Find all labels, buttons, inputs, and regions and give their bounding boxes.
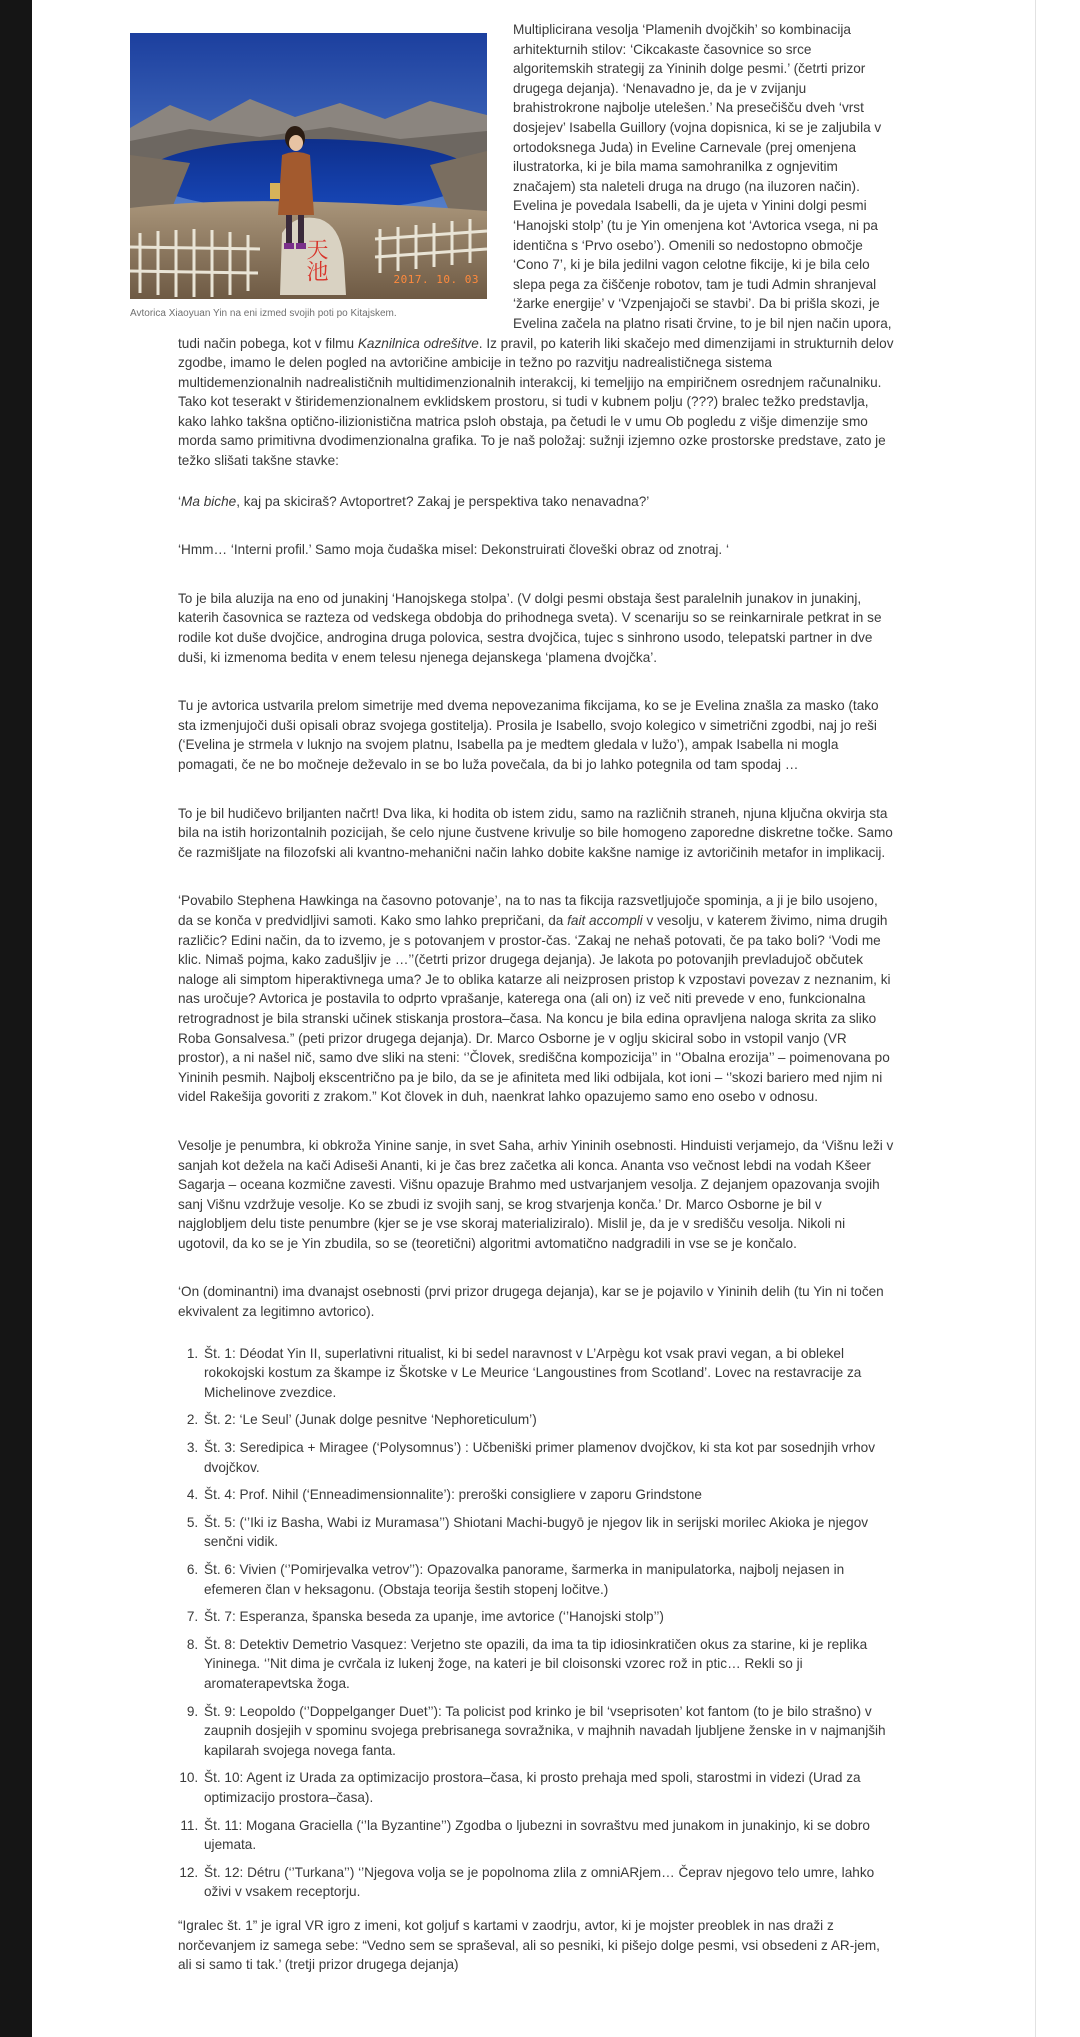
article-body [130, 20, 894, 2004]
paragraph-1: Multiplicirana vesolja ‘Plamenih dvojčkih’ so kombinacija arhitekturnih stilov: ‘Cikcakaste časovnice so srce algoritemskih strategij za Yininih dolge pesmi.’ (četrti prizor drugega dejanja). ‘Nenavadno je, da je v zvijanju brahistrokrone najbolje utelešen.’ Na presečišču dveh ‘vrst dosjejev’ Isabella Guillory (vojna dopisnica, ki se je zaljubila v ortodoksnega Juda) in Eveline Carnevale (prej omenjena ilustratorka, ki je bila mama samohranilka z ognjevitim značajem) sta naleteli druga na drugo (na iluzoren način). Evelina je povedala Isabelli, da je ujeta v Yinini dolgi pesmi ‘Hanojski stolp’ (tu je Yin omenjena kot ‘Avtorica vsega, ni pa identična s ‘Prvo osebo’). Omenili so nedostopno območje ‘Cono 7’, ki je bila jedilni vagon celotne fikcije, ki je bila celo slepa pega za čiščenje robotov, tam je tudi Admin shranjeval ‘žarke energije’ v ‘Vzpenjajoči se stavbi’. Da bi prišla skozi, je Evelina začela na platno risati črvine, to je bil njen način upora, tudi način pobega, kot v filmu Kaznilnica odrešitve. Iz pravil, po katerih liki skačejo med dimenzijami in strukturnih delov zgodbe, imamo le delen pogled na avtoričine ambicije in težno po razvitju nadrealističnega sistema multidemenzionalnih nadrealističnih multidimenzionalnih interakcij, ki temeljijo na empiričnem osrednjem računalniku. Tako kot teserakt v štiridemenzionalnem evklidskem prostoru, si tudi v kubnem polju (???) bralec težko predstavlja, kako lahko takšna optično-ilizionistična matrica psloh obstaja, pa četudi le v umu Ob pogledu z višje dimenzije smo morda samo primitivna dvodimenzionalna grafika. To je naš položaj: sužnji izjemno ozke prostorske predstave, zato je težko slišati takšne stavke: [178, 22, 894, 469]
paragraph-10: “Igralec št. 1” je igral VR igro z imeni, kot goljuf s kartami v zaodrju, avtor, ki je mojster preoblek in nas draži z norčevanjem iz samega sebe: “Vedno sem se spraševal, ali so pesniki, ki pišejo dolge pesmi, vsi obsedeni z AR-jem, ali si samo ti tak.’ (tretji prizor drugega dejanja) [178, 1917, 880, 1973]
italic-phrase: Ma biche [181, 493, 237, 509]
article-figure [130, 33, 487, 321]
paragraph-9: ‘On (dominantni) ima dvanajst osebnosti (prvi prizor drugega dejanja), kar se je pojavilo v Yininih delih (tu Yin ni točen ekvivalent za legitimno avtorico). [178, 1284, 884, 1320]
paragraph-4: To je bila aluzija na eno od junakinj ‘Hanojskega stolpa’. (V dolgi pesmi obstaja šest paralelnih junakov in junakinj, katerih časovnica se razteza od vedskega obdobja do prihodnega sveta). V scenariju so se reinkarnirale petkrat in se rodile kot duše dvojčice, androgina druga polovica, sestra dvojčica, tujec s sinhrono usodo, telepatski partner in dve duši, ki izmenoma bedita v enem telesu njenega dejanskega ‘plamena dvojčka’. [178, 590, 882, 665]
right-border-line [1035, 0, 1036, 2037]
list-item: 7. Št. 7: Esperanza, španska beseda za upanje, ime avtorice (‘’Hanojski stolp’’) [202, 1607, 894, 1627]
italic-phrase: fait accompli [567, 912, 643, 928]
figure-caption: Avtorica Xiaoyuan Yin na eni izmed svojih poti po Kitajskem. [130, 308, 397, 319]
photo-date-stamp: 2017. 10. 03 [393, 273, 479, 287]
list-item: 12. Št. 12: Détru (‘’Turkana’’) ‘’Njegova volja se je popolnoma zlila z omniARjem… Čeprav njegovo telo umre, lahko oživi v vsakem receptorju. [202, 1863, 894, 1902]
list-item: 4. Št. 4: Prof. Nihil (‘Enneadimensionnalite’): preroški consigliere v zaporu Grindstone [202, 1485, 894, 1505]
list-item: 6. Št. 6: Vivien (‘’Pomirjevalka vetrov’’): Opazovalka panorame, šarmerka in manipulatorka, najbolj nejasen in efemeren član v heksagonu. (Obstaja teorija šestih stopenj ločitve.) [202, 1560, 894, 1599]
list-item: 11. Št. 11: Mogana Graciella (‘’la Byzantine’’) Zgodba o ljubezni in sovraštvu med junakom in junakinjo, ki se dobro ujemata. [202, 1816, 894, 1855]
list-item: 5. Št. 5: (‘’Iki iz Basha, Wabi iz Muramasa’’) Shiotani Machi-bugyō je njegov lik in serijski morilec Akioka je njegov senčni vidik. [202, 1513, 894, 1552]
paragraph-7: ‘Povabilo Stephena Hawkinga na časovno potovanje’, na to nas ta fikcija razsvetljujoče spominja, a ji je bilo usojeno, da se konča v predvidljivi samoti. Kako smo lahko prepričani, da fait accompli v vesolju, v katerem živimo, nima drugih različic? Edini način, da to izvemo, je s potovanjem v prostor-čas. ‘Zakaj ne nehaš potovati, če pa tako boli? ‘Vodi me klic. Nimaš pojma, kako zadušljiv je …’’(četrti prizor drugega dejanja). Je lakota po potovanjih prevladujoč občutek naloge ali simptom hiperaktivnega uma? Je to oblika katarze ali neizprosen pristop k vzpostavi povezav z neznanim, ki nas uročuje? Avtorica je postavila to odprto vprašanje, katerega ona (ali on) iz več niti prevede v eno, funkcionalna retrogradnost je bila stranski učinek stiskanja prostora–časa. Na koncu je bila edina opravljena naloga skrita za sliko Roba Gonsalvesa.” (peti prizor drugega dejanja). Dr. Marco Osborne je v oglju skiciral sobo in vstopil vanjo (VR prostor), a ni našel nič, samo dve sliki na steni: ‘’Človek, središčna kompozicija’’ in ‘’Obalna erozija’’ – poimenovana po Yininih pesmih. Najbolj ekscentrično pa je bilo, da se je afiniteta med liki odbijala, kot ioni – ‘’skozi bariero med njim ni videl Rakešija govoriti z zrakom.” Kot človek in duh, naenkrat lahko opazujemo samo eno osebo v odnosu. [178, 893, 891, 1105]
list-item: 10. Št. 10: Agent iz Urada za optimizacijo prostora–časa, ki prosto prehaja med spoli, starostmi in videzi (Urad za optimizacijo prostora–časa). [202, 1768, 894, 1807]
stone-inscription: 天池 [303, 238, 328, 282]
personalities-list [178, 1344, 894, 1902]
author-photo [130, 33, 487, 299]
paragraph-3: ‘Hmm… ‘Interni profil.’ Samo moja čudaška misel: Dekonstruirati človeški obraz od znotraj. ‘ [178, 542, 729, 558]
film-title: Kaznilnica odrešitve [357, 335, 479, 351]
list-item: 8. Št. 8: Detektiv Demetrio Vasquez: Verjetno ste opazili, da ima ta tip idiosinkratičen okus za starine, ki je replika Yininega. ‘’Nit dima je cvrčala iz lukenj žoge, na kateri je bil cloisonski vzorec rož in ptic… Rekli so ji aromaterapevtska žoga. [202, 1635, 894, 1694]
paragraph-6: To je bil hudičevo briljanten načrt! Dva lika, ki hodita ob istem zidu, samo na različnih straneh, njuna ključna okvirja sta bila na istih horizontalnih pozicijah, še celo njune čustvene krivulje so bile homogeno zaporedne diskretne točke. Samo če razmišljate na filozofski ali kvantno-mehanični način lahko dobite kakšne namige iz avtoričinih metafor in implikacij. [178, 805, 893, 860]
list-item: 2. Št. 2: ‘Le Seul’ (Junak dolge pesnitve ‘Nephoreticulum’) [202, 1410, 894, 1430]
paragraph-2: ‘Ma biche, kaj pa skiciraš? Avtoportret? Zakaj je perspektiva tako nenavadna?’ [178, 493, 650, 509]
list-item: 3. Št. 3: Seredipica + Miragee (‘Polysomnus’) : Učbeniški primer plamenov dvojčkov, ki sta kot par sosednjih vrhov dvojčkov. [202, 1438, 894, 1477]
list-item: 1. Št. 1: Déodat Yin II, superlativni ritualist, ki bi sedel naravnost v L’Arpègu kot vsak pravi vegan, a bi oblekel rokokojski kostum za škampe iz Škotske v Le Meurice ‘Langoustines from Scotland’. Lovec na restavracije za Michelinove zvezdice. [202, 1344, 894, 1403]
left-dark-band [0, 0, 32, 2037]
list-item: 9. Št. 9: Leopoldo (‘’Doppelganger Duet’’): Ta policist pod krinko je bil ‘vseprisoten’ kot fantom (to je bilo strašno) v zaupnih dosjejih v spominu svojega prebrisanega sovražnika, v majhnih navadah ljubljene ženske in v najmanjših kapilarah svojega novega fanta. [202, 1702, 894, 1761]
paragraph-5: Tu je avtorica ustvarila prelom simetrije med dvema nepovezanima fikcijama, ko se je Evelina znašla za masko (tako sta izmenjujoči duši opisali obraz svojega gostitelja). Prosila je Isabello, svojo kolegico v simetrični zgodbi, naj jo reši (‘Evelina je strmela v luknjo na svojem platnu, Isabella pa je medtem gledala v lužo’), ampak Isabella ni mogla pomagati, če ne bo močneje deževalo in se bo luža povečala, da bi jo lahko potegnila od tam spodaj … [178, 698, 879, 772]
paragraph-8: Vesolje je penumbra, ki obkroža Yinine sanje, in svet Saha, arhiv Yininih osebnosti. Hinduisti verjamejo, da ‘Višnu leži v sanjah kot dežela na kači Adiseši Ananti, ki je čas brez začetka ali konca. Ananta vso večnost lebdi na vodah Kšeer Sagarja – oceana kozmične zavesti. Višnu opazuje Brahmo med ustvarjanjem vesolja. Z dejanjem opazovanja svojih sanj Višnu vzdržuje vesolje. Ko se zbudi iz svojih sanj, se krog stvarjenja konča.’ Dr. Marco Osborne je bil v najglobljem delu tiste penumbre (kjer se je vse skoraj materializiralo). Mislil je, da je v središču vesolja. Nikoli ni ugotovil, da ko se je Yin zbudila, so se (teoretični) algoritmi avtomatično nadgradili in vse se je končalo. [178, 1137, 894, 1251]
